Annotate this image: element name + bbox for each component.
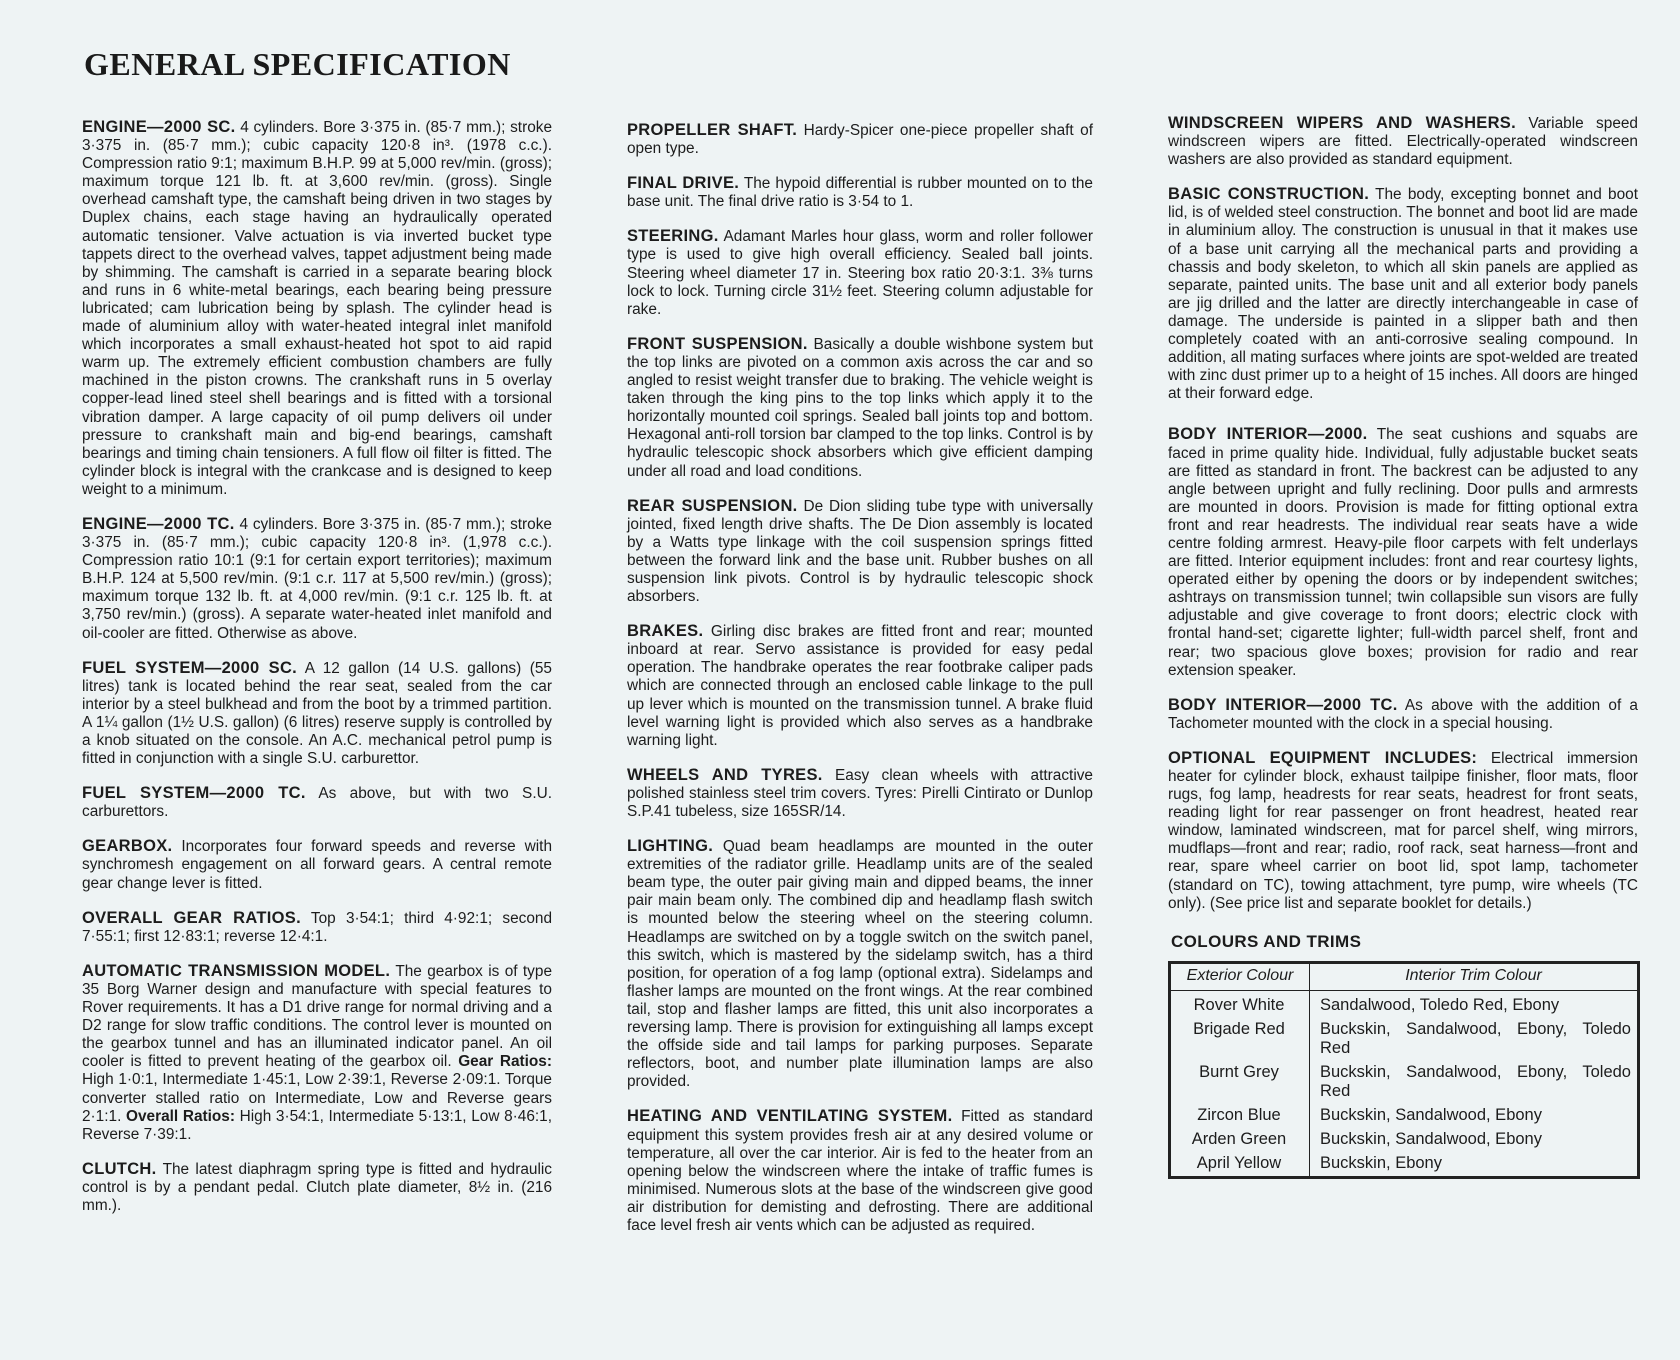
section-body: Girling disc brakes are fitted front and rear; mounted inboard at rear. Servo assistance is provided for easy pedal operation. The handbrake operates the rear footbrake caliper pads which are connected through an enclosed cable linkage to the pull up lever which is mounted on the transmission tunnel. A brake fluid level warning light is provided which also serves as a handbrake warning light. xyxy=(627,623,1094,749)
section-wipers xyxy=(1168,114,1638,169)
table-row xyxy=(1170,1152,1639,1178)
section-body: Easy clean wheels with attractive polished stainless steel trim covers. Tyres: Pirelli Cintirato or Dunlop S.P.41 tubeless, size 165SR/14. xyxy=(627,766,1093,820)
section-body: As above with the addition of a Tachometer mounted with the clock in a special housing. xyxy=(1168,696,1638,732)
section-heading: FRONT SUSPENSION. xyxy=(627,334,808,353)
section-engine-tc xyxy=(82,515,552,643)
table-row xyxy=(1170,994,1639,1018)
section-fuel-tc xyxy=(82,784,552,821)
section-body: The hypoid differential is rubber mounted on to the base unit. The final drive ratio is 3·54 to 1. xyxy=(627,175,1093,211)
table-row xyxy=(1170,1128,1639,1152)
interior-trim: Buckskin, Sandalwood, Ebony, Toledo Red xyxy=(1320,1020,1631,1058)
section-body: Hardy-Spicer one-piece propeller shaft of open type. xyxy=(627,122,1093,158)
section-body: The body, excepting bonnet and boot lid, is of welded steel construction. The bonnet and boot lid are made in aluminium alloy. The construction is unusual in that it makes use of a base unit carrying all the mechanical parts and providing a chassis and body skeleton, to which all skin panels are applied as separate, painted units. The base unit and all exterior body panels are jig drilled and the latter are directly interchangeable in case of damage. The underside is painted in a slipper bath and then completely coated with an anti-corrosive sealing compound. In addition, all mating surfaces where joints are spot-welded are treated with zinc dust primer up to a height of 15 inches. All doors are hinged at their forward edge. xyxy=(1168,186,1639,403)
section-body: A 12 gallon (14 U.S. gallons) (55 litres) tank is located behind the rear seat, sealed from the car interior by a steel bulkhead and from the boot by a trimmed partition. A 1¼ gallon (1½ U.S. gallon) (6 litres) reserve supply is controlled by a knob situated on the console. An A.C. mechanical petrol pump is fitted in conjunction with a single S.U. carburettor. xyxy=(82,659,552,768)
section-heading: BASIC CONSTRUCTION. xyxy=(1168,185,1370,204)
spec-column-2 xyxy=(627,121,1093,1251)
section-body: Top 3·54:1; third 4·92:1; second 7·55:1; first 12·83:1; reverse 12·4:1. xyxy=(82,909,553,945)
section-gear-ratios xyxy=(82,909,552,946)
section-heading: REAR SUSPENSION. xyxy=(627,496,798,515)
exterior-colour: Zircon Blue xyxy=(1170,1104,1310,1128)
section-body: High 1·0:1, Intermediate 1·45:1, Low 2·39:1, Reverse 2·09:1. Torque converter stalled ratio on Intermediate, Low and Reverse gears 2·1:1. xyxy=(82,1071,552,1125)
exterior-colour: April Yellow xyxy=(1170,1152,1310,1178)
section-heading: GEARBOX. xyxy=(82,837,173,856)
section-body: Electrical immersion heater for cylinder block, exhaust tailpipe finisher, floor mats, floor rugs, fog lamp, headrests for rear seats, headrest for front seats, reading light for rear passenger on front headrest, heated rear window, laminated windscreen, mat for parcel shelf, wing mirrors, mudflaps—front and rear; radio, roof rack, seat harness—front and rear, spare wheel carrier on boot lid, spot lamp, tachometer (standard on TC), towing attachment, tyre pump, wire wheels (TC only). (See price list and separate booklet for details.) xyxy=(1168,749,1638,912)
section-heading: BODY INTERIOR—2000 TC. xyxy=(1168,695,1398,714)
section-heading: CLUTCH. xyxy=(82,1159,157,1178)
column-header-interior: Interior Trim Colour xyxy=(1310,962,1639,990)
exterior-colour: Arden Green xyxy=(1170,1128,1310,1152)
section-heading: STEERING. xyxy=(627,227,719,246)
section-subheading: Gear Ratios: xyxy=(458,1053,552,1071)
section-heading: OPTIONAL EQUIPMENT INCLUDES: xyxy=(1168,748,1478,767)
section-body: The seat cushions and squabs are faced in prime quality hide. Individual, fully adjustable bucket seats are fitted as standard in front. The backrest can be adjusted to any angle between upright and fully reclining. Door pulls and armrests are mounted in doors. Provision is made for fitting optional extra front and rear headrests. The individual rear seats have a wide centre folding armrest. Heavy-pile floor carpets with felt underlays are fitted. Interior equipment includes: front and rear courtesy lights, operated either by opening the doors or by independent switches; ashtrays on transmission tunnel; twin collapsible sun visors are fully adjustable and give coverage to front doors; electric clock with frontal hand-set; cigarette lighter; full-width parcel shelf, front and rear; two spacious glove boxes; provision for radio and rear extension speaker. xyxy=(1168,426,1638,679)
section-clutch xyxy=(82,1160,552,1215)
section-heading: BODY INTERIOR—2000. xyxy=(1168,425,1368,444)
section-body: The latest diaphragm spring type is fitted and hydraulic control is by a pendant pedal. Clutch plate diameter, 8½ in. (216 mm.). xyxy=(82,1160,553,1214)
interior-trim: Buckskin, Sandalwood, Ebony, Toledo Red xyxy=(1320,1063,1631,1101)
section-body: Quad beam headlamps are mounted in the outer extremities of the radiator grille. Headlamp units are of the sealed beam type, the outer pair giving main and dipped beams, the inner pair main beam only. The combined dip and headlamp flash switch is mounted below the steering wheel on the steering column. Headlamps are switched on by a toggle switch on the switch panel, this switch, which is mastered by the sidelamp switch, has a third position, for operation of a fog lamp (optional extra). Sidelamps and flasher lamps are mounted on the front wings. At the rear combined tail, stop and flasher lamps are fitted, this unit also incorporates a reversing lamp. There is provision for extinguishing all lamps except the offside side and tail lamps for parking purposes. Separate reflectors, boot, and number plate illumination lamps are also provided. xyxy=(627,838,1093,1091)
section-body: High 3·54:1, Intermediate 5·13:1, Low 8·46:1, Reverse 7·39:1. xyxy=(82,1107,552,1143)
section-heading: FUEL SYSTEM—2000 TC. xyxy=(82,784,306,803)
section-subheading: Overall Ratios: xyxy=(126,1107,235,1125)
section-body: Adamant Marles hour glass, worm and roller follower type is used to give high overall efficiency. Sealed ball joints. Steering wheel diameter 17 in. Steering box ratio 20·3:1. 3⅜ turns lock to lock. Turning circle 31½ feet. Steering column adjustable for rake. xyxy=(627,228,1093,318)
section-heading: LIGHTING. xyxy=(627,837,714,856)
section-heading: ENGINE—2000 SC. xyxy=(82,118,236,136)
section-heading: FINAL DRIVE. xyxy=(627,174,740,193)
section-basic-construction xyxy=(1168,185,1638,403)
section-final-drive xyxy=(627,174,1093,211)
section-propeller-shaft xyxy=(627,121,1093,158)
section-body: De Dion sliding tube type with universally jointed, fixed length drive shafts. The De Dion assembly is located by a Watts type linkage with the coil suspension springs fitted between the forward link and the base unit. Rubber bushes on all suspension link pivots. Control is by hydraulic telescopic shock absorbers. xyxy=(627,497,1093,606)
exterior-colour: Brigade Red xyxy=(1170,1018,1310,1061)
section-heating xyxy=(627,1107,1093,1235)
section-heading: HEATING AND VENTILATING SYSTEM. xyxy=(627,1107,953,1126)
section-gearbox xyxy=(82,837,552,892)
exterior-colour: Burnt Grey xyxy=(1170,1061,1310,1104)
table-row xyxy=(1170,1104,1639,1128)
section-automatic xyxy=(82,962,552,1144)
section-engine-sc xyxy=(82,118,552,499)
section-heading: ENGINE—2000 TC. xyxy=(82,514,235,533)
section-heading: WINDSCREEN WIPERS AND WASHERS. xyxy=(1168,114,1516,132)
section-rear-suspension xyxy=(627,497,1093,607)
section-body: Basically a double wishbone system but the top links are pivoted on a common axis across the car and so angled to resist weight transfer due to braking. The vehicle weight is taken through the king pins to the top links which apply it to the horizontally mounted coil springs. Sealed ball joints top and bottom. Hexagonal anti-roll torsion bar clamped to the top links. Control is by hydraulic telescopic shock absorbers which give efficient damping under all road and load conditions. xyxy=(627,335,1093,480)
section-body: 4 cylinders. Bore 3·375 in. (85·7 mm.); stroke 3·375 in. (85·7 mm.); cubic capacity 120·8 in³. (1,978 c.c.). Compression ratio 10:1 (9:1 for certain export territories); maximum B.H.P. 124 at 5,500 rev/min. (9:1 c.r. 117 at 5,500 rev/min.) (gross); maximum torque 132 lb. ft. at 4,000 rev/min. (9:1 c.r. 125 lb. ft. at 3,750 rev/min.) (gross). A separate water-heated inlet manifold and oil-cooler are fitted. Otherwise as above. xyxy=(82,515,552,642)
table-row xyxy=(1170,1061,1639,1104)
section-body-interior-2000 xyxy=(1168,425,1638,679)
section-heading: WHEELS AND TYRES. xyxy=(627,765,823,784)
interior-trim: Sandalwood, Toledo Red, Ebony xyxy=(1320,996,1560,1015)
table-row xyxy=(1170,1018,1639,1061)
section-heading: AUTOMATIC TRANSMISSION MODEL. xyxy=(82,961,391,980)
colours-trims-table xyxy=(1168,961,1640,1180)
section-body: Fitted as standard equipment this system provides fresh air at any desired volume or temperature, all over the car interior. Air is fed to the heater from an opening below the windscreen where the intake of traffic fumes is minimised. Numerous slots at the base of the windscreen give good air distribution for demisting and defrosting. There are additional face level fresh air vents which can be adjusted as required. xyxy=(627,1108,1093,1234)
section-heading: BRAKES. xyxy=(627,622,704,641)
section-heading: OVERALL GEAR RATIOS. xyxy=(82,908,301,927)
section-body-interior-tc xyxy=(1168,696,1638,733)
section-body: Incorporates four forward speeds and reverse with synchromesh engagement on all forward gears. A central remote gear change lever is fitted. xyxy=(82,838,552,892)
table-header-row xyxy=(1170,962,1639,990)
interior-trim: Buckskin, Sandalwood, Ebony xyxy=(1320,1106,1542,1125)
spec-column-3 xyxy=(1168,114,1638,1179)
column-header-exterior: Exterior Colour xyxy=(1170,962,1310,990)
section-body: Variable speed windscreen wipers are fitted. Electrically-operated windscreen washers are also provided as standard equipment. xyxy=(1168,115,1638,169)
section-fuel-sc xyxy=(82,659,552,769)
interior-trim: Buckskin, Ebony xyxy=(1320,1154,1442,1173)
section-body: The gearbox is of type 35 Borg Warner design and manufacture with special features to Rover requirements. It has a D1 drive range for normal driving and a D2 range for slow traffic conditions. The control lever is mounted on the gearbox tunnel and has an illuminated indicator panel. An oil cooler is fitted to prevent heating of the gearbox oil. xyxy=(82,962,552,1071)
section-lighting xyxy=(627,837,1093,1091)
section-body: 4 cylinders. Bore 3·375 in. (85·7 mm.); stroke 3·375 in. (85·7 mm.); cubic capacity 120·8 in³. (1978 c.c.). Compression ratio 9:1; maximum B.H.P. 99 at 5,000 rev/min. (gross); maximum torque 121 lb. ft. at 3,600 rev/min. (gross). Single overhead camshaft type, the camshaft being driven in two stages by Duplex chains, each stage having an hydraulically operated automatic tensioner. Valve actuation is via inverted bucket type tappets direct to the overhead valves, tappet adjustment being made by shimming. The camshaft is carried in a separate bearing block and runs in 6 white-metal bearings, each bearing being pressure lubricated; cam lubrication being by splash. The cylinder head is made of aluminium alloy with water-heated integral inlet manifold which incorporates a small exhaust-heated hot spot to aid rapid warm up. The extremely efficient combustion chambers are fully machined in the piston crowns. The crankshaft runs in 5 overlay copper-lead lined steel shell bearings and is fitted with a torsional vibration damper. A large capacity of oil pump delivers oil under pressure to crankshaft main and big-end bearings, camshaft bearings and timing chain tensioners. A full flow oil filter is fitted. The cylinder block is integral with the crankcase and is designed to keep weight to a minimum. xyxy=(82,119,553,498)
section-body: As above, but with two S.U. carburettors. xyxy=(82,785,552,821)
exterior-colour: Rover White xyxy=(1170,994,1310,1018)
section-optional-equipment xyxy=(1168,749,1638,913)
section-steering xyxy=(627,227,1093,318)
section-heading: PROPELLER SHAFT. xyxy=(627,121,798,139)
section-front-suspension xyxy=(627,335,1093,481)
interior-trim: Buckskin, Sandalwood, Ebony xyxy=(1320,1130,1542,1149)
section-brakes xyxy=(627,622,1093,750)
spec-column-1 xyxy=(82,118,552,1231)
colours-trims-title: COLOURS AND TRIMS xyxy=(1171,931,1362,951)
section-heading: FUEL SYSTEM—2000 SC. xyxy=(82,658,298,677)
section-wheels-tyres xyxy=(627,766,1093,821)
page-title: GENERAL SPECIFICATION xyxy=(84,46,511,82)
